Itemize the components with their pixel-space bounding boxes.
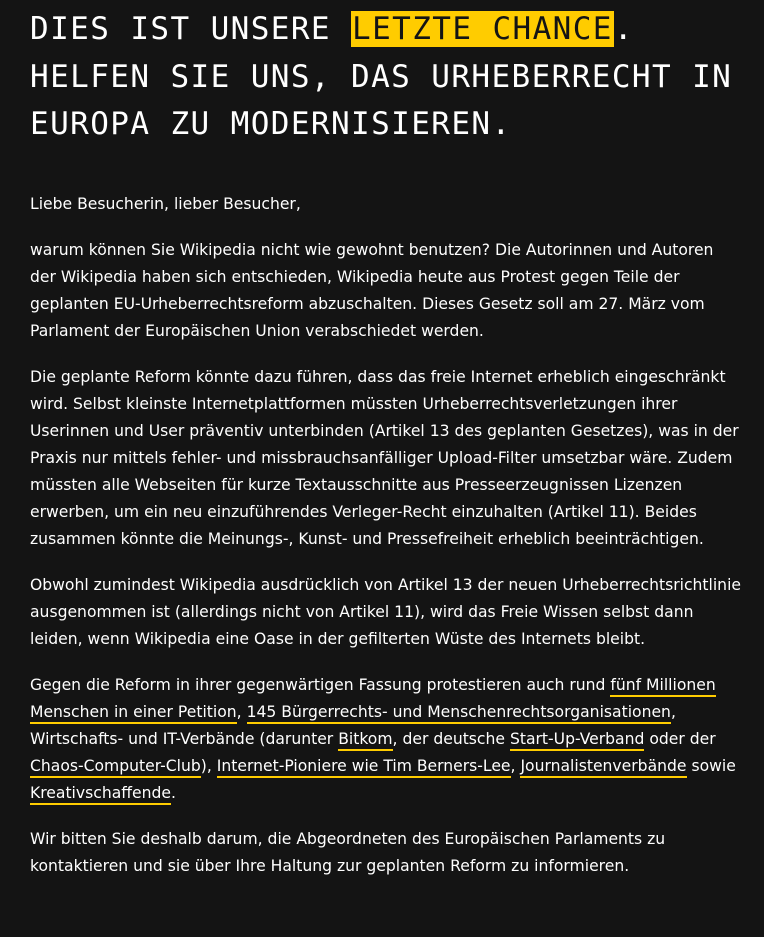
creatives-link[interactable]: Kreativschaffende [30, 784, 171, 805]
journalist-associations-link[interactable]: Journalistenverbände [520, 757, 686, 778]
protest-text-1: Gegen die Reform in ihrer gegenwärtigen Fassung protestieren auch rund [30, 675, 611, 694]
protest-text-5: oder der [644, 729, 716, 748]
bitkom-link[interactable]: Bitkom [338, 730, 392, 751]
headline-line-2: HELFEN SIE UNS, DAS URHEBERRECHT IN [30, 58, 733, 95]
protest-text-2: , [236, 702, 247, 721]
paragraph-why-offline: warum können Sie Wikipedia nicht wie gewohnt benutzen? Die Autorinnen und Autoren der Wikipedia haben sich entschieden, Wikipedia heute aus Protest gegen Teile der geplanten EU-Urheberrechtsreform abzuschalten. Dieses Gesetz soll am 27. März vom Parlament der Europäischen Union verabschiedet werden. [30, 240, 714, 340]
internet-pioneers-link[interactable]: Internet-Pioniere wie Tim Berners-Lee [217, 757, 511, 778]
protest-text-9: . [170, 783, 176, 802]
headline-highlight: LETZTE CHANCE [352, 11, 613, 47]
message-body [30, 191, 744, 880]
headline [30, 0, 744, 149]
headline-line-1-text: DIES IST UNSERE [30, 11, 352, 47]
protest-text-4: , der deutsche [392, 729, 510, 748]
petition-link[interactable]: fünf Millionen Menschen in einer Petition [30, 676, 716, 724]
greeting: Liebe Besucherin, lieber Besucher, [30, 194, 301, 213]
paragraph-reform-effects: Die geplante Reform könnte dazu führen, dass das freie Internet erheblich eingeschränkt wird. Selbst kleinste Internetplattformen müssten Urheberrechtsverletzungen ihrer Userinnen und User präventiv unterbinden (Artikel 13 des geplanten Gesetzes), was in der Praxis nur mittels fehler- und missbrauchsanfälliger Upload-Filter umsetzbar wäre. Zudem müssten alle Webseiten für kurze Textausschnitte aus Presseerzeugnissen Lizenzen erwerben, um ein neu einzuführendes Verleger-Recht einzuhalten (Artikel 11). Beides zusammen könnte die Meinungs-, Kunst- und Pressefreiheit erheblich beeinträchtigen. [30, 367, 739, 548]
protest-text-3: , Wirtschafts- und IT-Verbände (darunter [30, 702, 676, 748]
protest-text-8: sowie [686, 756, 736, 775]
protest-text-7: , [510, 756, 521, 775]
headline-line-1-end: . [613, 11, 634, 47]
paragraph-call-to-action: Wir bitten Sie deshalb darum, die Abgeordneten des Europäischen Parlaments zu kontaktieren und sie über Ihre Haltung zur geplanten Reform zu informieren. [30, 829, 666, 875]
ngos-link[interactable]: 145 Bürgerrechts- und Menschenrechtsorganisationen [247, 703, 671, 724]
startup-verband-link[interactable]: Start-Up-Verband [510, 730, 644, 751]
headline-line-1 [30, 6, 744, 54]
protest-text-6: ), [200, 756, 217, 775]
headline-line-3: EUROPA ZU MODERNISIEREN. [30, 106, 512, 142]
chaos-computer-club-link[interactable]: Chaos-Computer-Club [30, 757, 201, 778]
paragraph-wikipedia-exemption: Obwohl zumindest Wikipedia ausdrücklich von Artikel 13 der neuen Urheberrechtsrichtlinie ausgenommen ist (allerdings nicht von Artikel 11), wird das Freie Wissen selbst dann leiden, wenn Wikipedia eine Oase in der gefilterten Wüste des Internets bleibt. [30, 575, 741, 648]
paragraph-protesters [30, 672, 744, 807]
